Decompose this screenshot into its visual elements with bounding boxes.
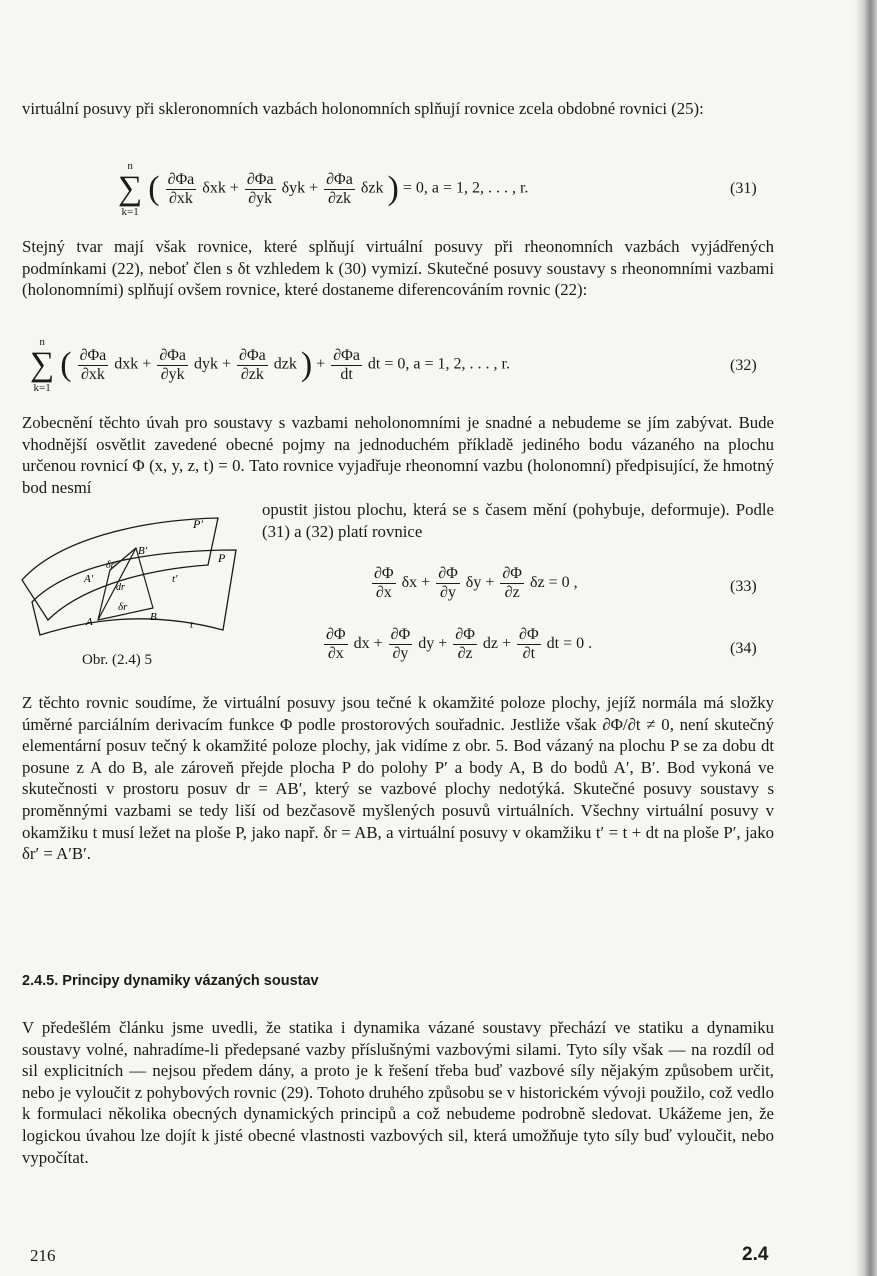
equation-34-label: (34): [730, 640, 757, 657]
label-delta-r: δr: [118, 601, 128, 613]
label-b-prime: B′: [138, 545, 148, 557]
label-t: t: [190, 619, 194, 631]
paragraph-generalization: Zobecnění těchto úvah pro soustavy s vazbami neholonomními je snadné a nebudeme se jím zabývat. Bude vhodnější osvětlit zavedené obecné pojmy na jednoduchém příkladě jediného bodu vázaného na plochu určenou rovnicí Φ (x, y, z, t) = 0. Tato rovnice vyjadřuje rheonomní vazbu (holonomní) předpisující, že hmotný bod nesmí: [22, 413, 774, 497]
label-t-prime: t′: [172, 573, 178, 585]
page-number: 216: [30, 1246, 56, 1265]
label-a-prime: A′: [84, 573, 94, 585]
label-p: P: [218, 551, 226, 565]
surface-p: [32, 550, 236, 635]
equation-31-label: (31): [730, 180, 757, 197]
sum-symbol: n ∑ k=1: [30, 336, 55, 394]
label-dr: dr: [116, 582, 125, 593]
page-edge-shadow: [855, 0, 877, 1276]
equation-31: n ∑ k=1 ( $\frac{\partial\Phi a}{\partial xk}$ δxk + $\frac{\partial\Phi a}{\partial yk}$ δyk + $\frac{\partial\Phi a}{\partial zk}$ δzk ) = 0, a = 1, 2, . . . , r.: [118, 160, 529, 218]
paragraph-generalization-cont: opustit jistou plochu, která se s časem mění (pohybuje, deformuje). Podle (31) a (32) platí rovnice: [262, 500, 774, 541]
equation-33: $\frac{\partial\Phi}{\partial x}$ δx + $\frac{\partial\Phi}{\partial y}$ δy + $\frac{\partial\Phi}{\partial z}$ δz = 0 ,: [374, 565, 578, 601]
label-a: A: [86, 616, 93, 628]
label-delta-r-prime: δr′: [106, 560, 117, 571]
equation-34: $\frac{\partial\Phi}{\partial x}$ dx + $\frac{\partial\Phi}{\partial y}$ dy + $\frac{\partial\Phi}{\partial z}$ dz + $\frac{\partial\Phi}{\partial t}$ dt = 0 .: [326, 626, 593, 662]
equation-32-label: (32): [730, 357, 757, 374]
paragraph-rheonomic: Stejný tvar mají však rovnice, které splňují virtuální posuvy při rheonomních vazbách vyjádřených podmínkami (22), neboť člen s δt vzhledem k (30) vymizí. Skutečné posuvy soustavy s rheonomními vazbami (holonomními) splňují ovšem rovnice, které dostaneme diferencováním rovnic (22):: [22, 237, 774, 300]
equation-33-label: (33): [730, 578, 757, 595]
section-heading: 2.4.5. Principy dynamiky vázaných soustav: [22, 973, 319, 989]
section-number: 2.4: [742, 1244, 769, 1265]
label-b: B: [150, 611, 157, 623]
label-p-prime: P′: [193, 517, 203, 531]
paragraph-dynamics-principles: V předešlém článku jsme uvedli, že statika i dynamika vázané soustavy přechází ve statiku a dynamiku soustavy volné, nahradíme-li předepsané vazby příslušnými vazbovými silami. Tyto síly však — na rozdíl od sil explicitních — nejsou předem dány, a proto je k řešení třeba buď vazbové síly nějakým způsobem určit, nebo je vyloučit z pohybových rovnic (29). Tohoto druhého způsobu se v historickém vývoji použilo, což vedlo k formulaci několika obecných dynamických principů a což nebudeme podrobně sledovat. Ukážeme jen, že logickou úvahou lze dojít k jisté obecné vlastnosti vazbových sil, která umožňuje tyto síly buď vyloučit, nebo vypočítat.: [22, 1018, 774, 1167]
sum-symbol: n ∑ k=1: [118, 160, 143, 218]
equation-32: n ∑ k=1 ( $\frac{\partial\Phi a}{\partial xk}$ dxk + $\frac{\partial\Phi a}{\partial yk}$ dyk + $\frac{\partial\Phi a}{\partial zk}$ dzk ) + $\frac{\partial\Phi a}{dt}$ dt = 0, a = 1, 2, . . . , r.: [30, 336, 510, 394]
paragraph-virtual-displacements: Z těchto rovnic soudíme, že virtuální posuvy jsou tečné k okamžité poloze plochy, jejíž normála má složky úměrné parciálním derivacím funkce Φ podle prostorových souřadnic. Jestliže však ∂Φ/∂t ≠ 0, není skutečný elementární posuv tečný k okamžité poloze plochy, jak vidíme z obr. 5. Bod vázaný na plochu P se za dobu dt posune z A do B, ale zároveň přejde plocha P do polohy P′ a body A, B do bodů A′, B′. Bod vykoná ve skutečnosti v prostoru posuv dr = AB′, který se vazbové plochy nedotýká. Skutečné posuvy soustavy s proměnnými vazbami se tedy liší od bezčasově myšlených posuvů virtuálních. Všechny virtuální posuvy v okamžiku t musí ležet na ploše P, jako např. δr = AB, a virtuální posuvy v okamžiku t′ = t + dt na ploše P′, jako δr′ = A′B′.: [22, 693, 774, 864]
paragraph-intro: virtuální posuvy při skleronomních vazbách holonomních splňují rovnice zcela obdobné rovnici (25):: [22, 99, 704, 118]
figure-caption: Obr. (2.4) 5: [82, 652, 152, 668]
figure-surface-diagram: [18, 510, 248, 645]
